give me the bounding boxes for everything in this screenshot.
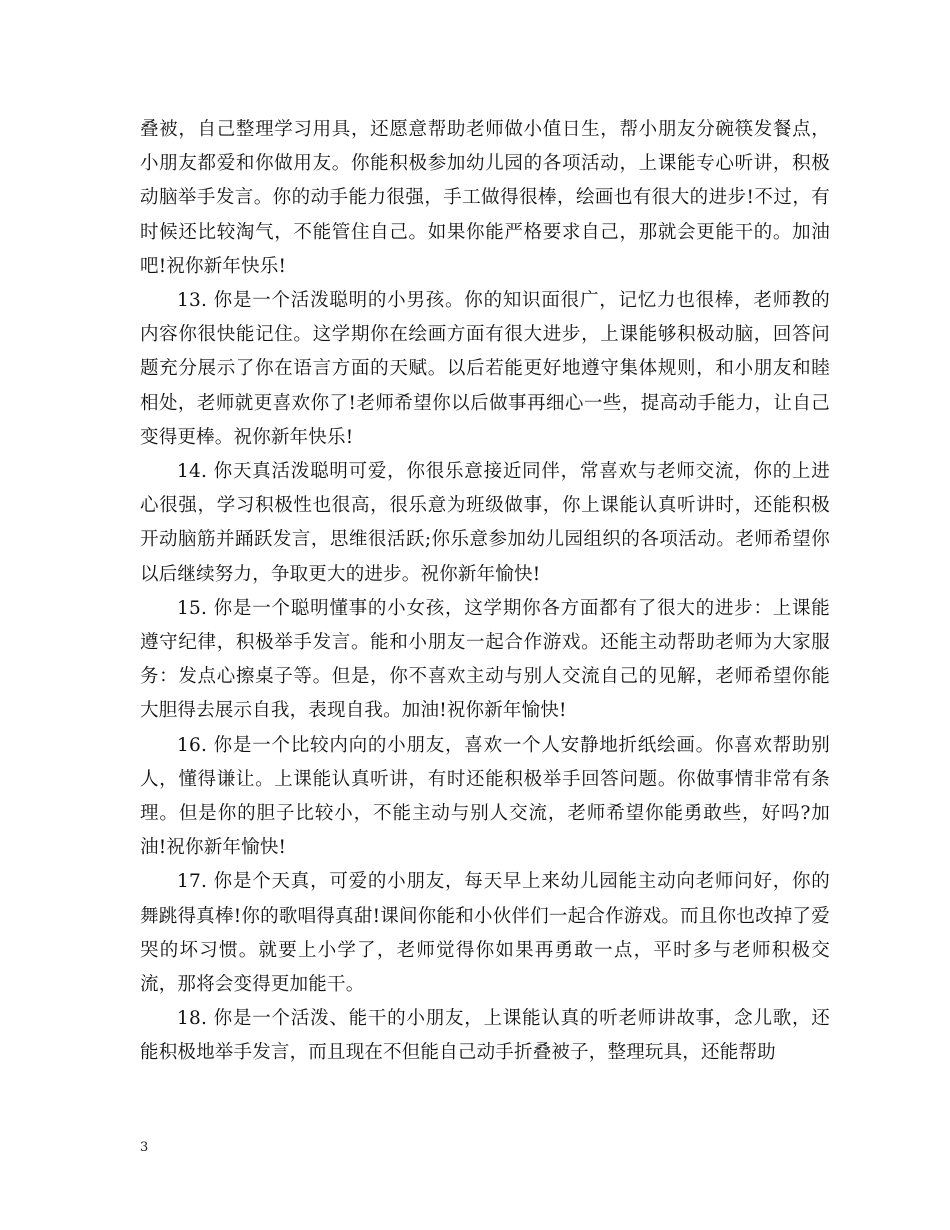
paragraph-13: 13. 你是一个活泼聪明的小男孩。你的知识面很广，记忆力也很棒，老师教的内容你很快能记住。这学期你在绘画方面有很大进步，上课能够积极动脑，回答问题充分展示了你在语言方面的天赋。以后若能更好地遵守集体规则，和小朋友和睦相处，老师就更喜欢你了!老师希望你以后做事再细心一些，提高动手能力，让自己变得更棒。祝你新年快乐! bbox=[140, 290, 830, 448]
paragraph-17: 17. 你是个天真，可爱的小朋友，每天早上来幼儿园能主动向老师问好，你的舞跳得真棒!你的歌唱得真甜!课间你能和小伙伴们一起合作游戏。而且你也改掉了爱哭的坏习惯。就要上小学了，老师觉得你如果再勇敢一点，平时多与老师积极交流，那将会变得更加能干。 bbox=[140, 871, 830, 996]
paragraph-continued: 叠被，自己整理学习用具，还愿意帮助老师做小值日生，帮小朋友分碗筷发餐点，小朋友都爱和你做用友。你能积极参加幼儿园的各项活动，上课能专心听讲，积极动脑举手发言。你的动手能力很强，手工做得很棒，绘画也有很大的进步!不过，有时候还比较淘气，不能管住自己。如果你能严格要求自己，那就会更能干的。加油吧!祝你新年快乐! bbox=[140, 119, 830, 277]
paragraph-15: 15. 你是一个聪明懂事的小女孩，这学期你各方面都有了很大的进步：上课能遵守纪律，积极举手发言。能和小朋友一起合作游戏。还能主动帮助老师为大家服务：发点心擦桌子等。但是，你不喜欢主动与别人交流自己的见解，老师希望你能大胆得去展示自我，表现自我。加油!祝你新年愉快! bbox=[140, 597, 830, 722]
paragraph-16: 16. 你是一个比较内向的小朋友，喜欢一个人安静地折纸绘画。你喜欢帮助别人，懂得谦让。上课能认真听讲，有时还能积极举手回答问题。你做事情非常有条理。但是你的胆子比较小，不能主动与别人交流，老师希望你能勇敢些，好吗?加油!祝你新年愉快! bbox=[140, 734, 830, 859]
page-number: 3 bbox=[140, 1140, 149, 1155]
paragraph-18: 18. 你是一个活泼、能干的小朋友，上课能认真的听老师讲故事，念儿歌，还能积极地举手发言，而且现在不但能自己动手折叠被子，整理玩具，还能帮助 bbox=[140, 1008, 830, 1064]
document-body bbox=[140, 113, 830, 1071]
paragraph-14: 14. 你天真活泼聪明可爱，你很乐意接近同伴，常喜欢与老师交流，你的上进心很强，学习积极性也很高，很乐意为班级做事，你上课能认真听讲时，还能积极开动脑筋并踊跃发言，思维很活跃;你乐意参加幼儿园组织的各项活动。老师希望你以后继续努力，争取更大的进步。祝你新年愉快! bbox=[140, 461, 830, 585]
